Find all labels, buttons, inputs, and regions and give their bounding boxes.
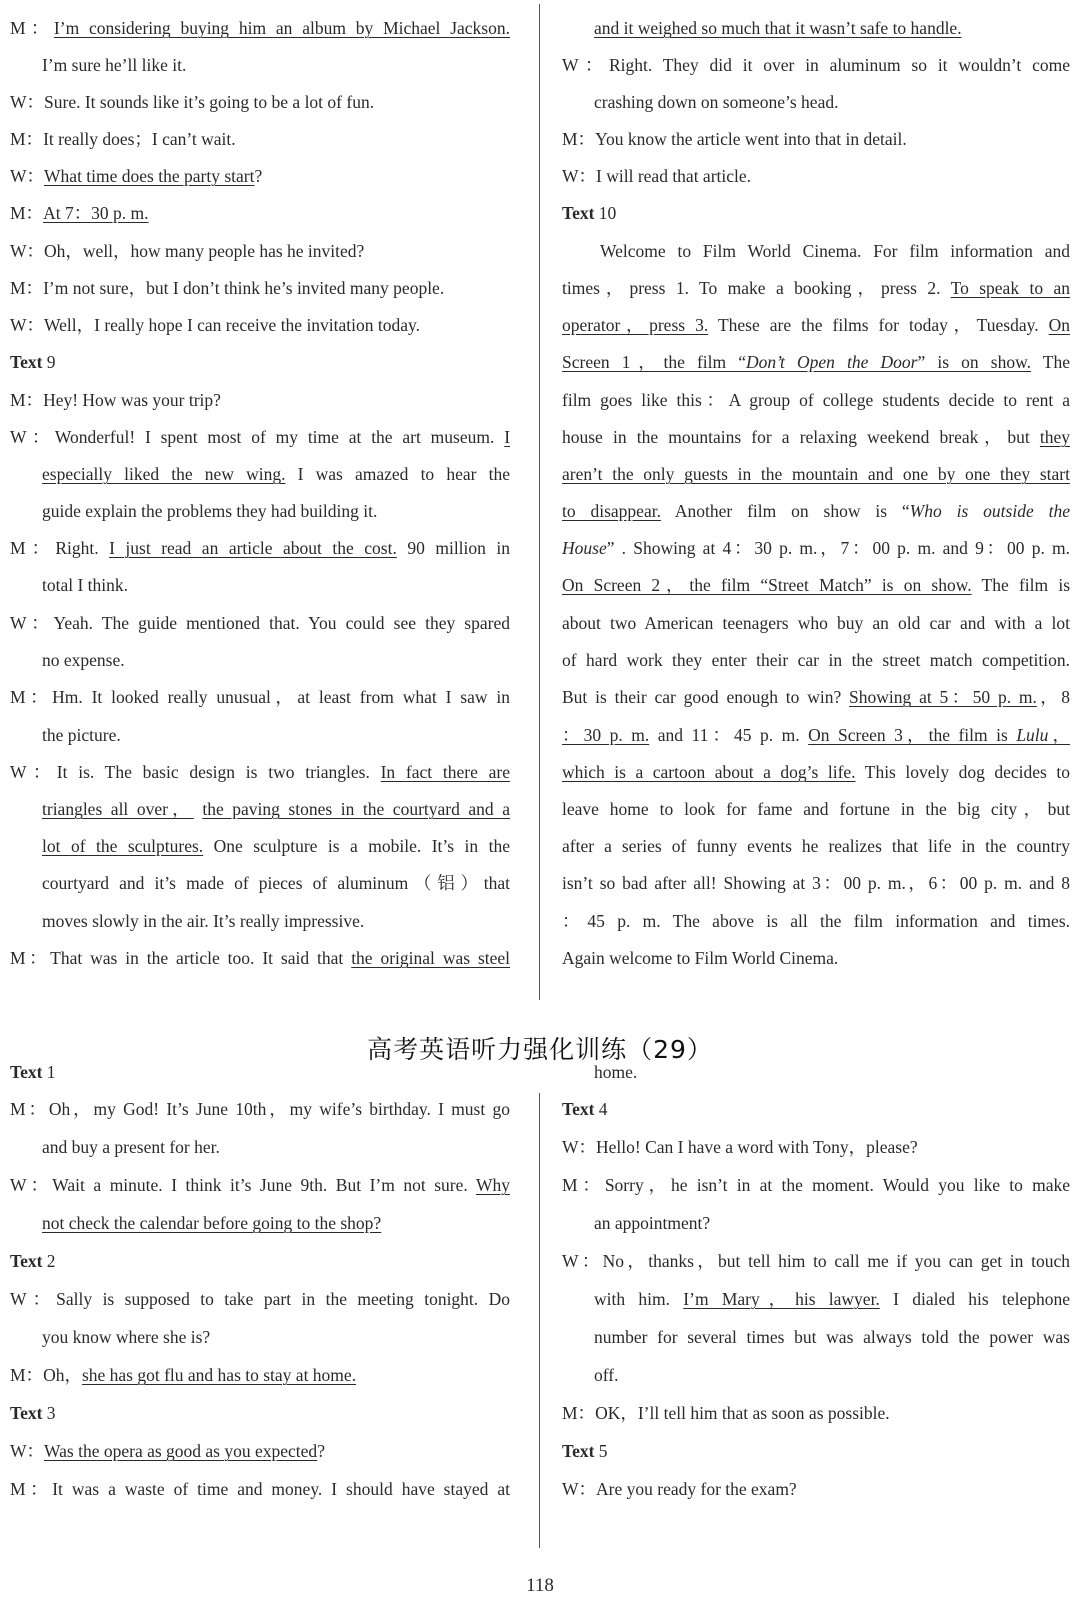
monologue-line: about two American teenagers who buy an old car and with a lot (562, 613, 1070, 633)
page-number: 118 (526, 1575, 554, 1596)
column-divider (539, 4, 540, 1000)
dialogue-line: M：It really does；I can’t wait. (10, 129, 236, 149)
dialogue-line: M：I’m not sure，but I don’t think he’s invited many people. (10, 278, 445, 298)
answer-underline: To speak to an (950, 278, 1070, 298)
answer-underline: and it weighed so much that it wasn’t safe to handle. (594, 18, 962, 38)
monologue-line: isn’t so bad after all! Showing at 3：00 p. m.，6：00 p. m. and 8 (562, 873, 1070, 893)
monologue-line: times，press 1. To make a booking，press 2. To speak to an (562, 278, 1070, 298)
dialogue-line: off. (594, 1365, 619, 1385)
dialogue-line: W：Wait a minute. I think it’s June 9th. But I’m not sure. Why (10, 1175, 510, 1195)
answer-underline: Why (475, 1175, 510, 1195)
answer-underline: What time does the party start (44, 166, 255, 186)
answer-underline: In fact there are (380, 762, 510, 782)
monologue-line: film goes like this：A group of college students decide to rent a (562, 390, 1070, 410)
dialogue-line: M：It was a waste of time and money. I should have stayed at (10, 1479, 510, 1499)
dialogue-line: M：Oh，she has got flu and has to stay at home. (10, 1365, 357, 1385)
dialogue-line: with him. I’m Mary，his lawyer. I dialed his telephone (594, 1289, 1071, 1309)
column-divider (539, 1093, 540, 1548)
dialogue-line: M：Hey! How was your trip? (10, 390, 221, 410)
dialogue-line: W：Sure. It sounds like it’s going to be a lot of fun. (10, 92, 375, 112)
monologue-line (562, 459, 1070, 489)
dialogue-line: W：Was the opera as good as you expected? (10, 1441, 325, 1461)
dialogue-line: number for several times but was always told the power was (594, 1327, 1070, 1347)
dialogue-line (594, 13, 1070, 43)
dialogue-line (42, 794, 510, 824)
answer-underline: On Screen 3，the film is Lulu， (808, 725, 1071, 745)
text-heading: Text 9 (10, 352, 56, 372)
dialogue-line: lot of the sculptures. One sculpture is a mobile. It’s in the (42, 836, 510, 856)
answer-underline: On (1048, 315, 1071, 335)
answer-underline: to disappear. (562, 501, 661, 521)
dialogue-line: W：It is. The basic design is two triangles. In fact there are (10, 762, 510, 782)
answer-underline: I (504, 427, 511, 447)
dialogue-line: guide explain the problems they had building it. (42, 501, 378, 521)
answer-underline: Screen 1，the film “Don’t Open the Door” is on show. (562, 352, 1031, 372)
answer-underline: operator，press 3. (562, 315, 709, 335)
dialogue-line: M：That was in the article too. It said that the original was steel (10, 948, 511, 968)
dialogue-line: M：Sorry，he isn’t in at the moment. Would you like to make (562, 1175, 1070, 1195)
text-heading: Text 4 (562, 1099, 608, 1119)
dialogue-line: no expense. (42, 650, 125, 670)
answer-underline: ：30 p. m. (562, 725, 650, 745)
dialogue-line: W：Oh，well，how many people has he invited? (10, 241, 365, 261)
monologue-line: Welcome to Film World Cinema. For film information and (600, 241, 1070, 261)
answer-underline: which is a cartoon about a dog’s life. (562, 762, 856, 782)
monologue-line: House” . Showing at 4：30 p. m.，7：00 p. m. and 9：00 p. m. (562, 538, 1070, 558)
dialogue-line: W：Well，I really hope I can receive the invitation today. (10, 315, 421, 335)
answer-underline: On Screen 2，the film “Street Match” is on show. (562, 575, 972, 595)
answer-underline: lot of the sculptures. (42, 836, 204, 856)
text-heading: Text 2 (10, 1251, 56, 1271)
answer-underline: especially liked the new wing. (42, 464, 286, 484)
section-title: 高考英语听力强化训练（29） (367, 1035, 713, 1064)
dialogue-line: M：At 7：30 p. m. (10, 203, 149, 223)
dialogue-line (42, 1208, 510, 1238)
monologue-line: after a series of funny events he realizes that life in the country (562, 836, 1070, 856)
text-heading: Text 10 (562, 203, 617, 223)
dialogue-line: W：Wonderful! I spent most of my time at the art museum. I (10, 427, 511, 447)
answer-underline: she has got flu and has to stay at home. (81, 1365, 357, 1385)
dialogue-line: the picture. (42, 725, 121, 745)
dialogue-line: M：Oh，my God! It’s June 10th，my wife’s birthday. I must go (10, 1099, 510, 1119)
dialogue-line: W：What time does the party start? (10, 166, 263, 186)
dialogue-line: W：Hello! Can I have a word with Tony，please? (562, 1137, 918, 1157)
dialogue-line: home. (594, 1062, 638, 1082)
dialogue-line: M：I’m considering buying him an album by Michael Jackson. (10, 18, 510, 38)
monologue-line: ：30 p. m. and 11：45 p. m. On Screen 3，the film is Lulu， (562, 725, 1071, 745)
dialogue-line: total I think. (42, 575, 129, 595)
dialogue-line: M：OK，I’ll tell him that as soon as possible. (562, 1403, 890, 1423)
dialogue-line: courtyard and it’s made of pieces of aluminum（铝）that (42, 873, 510, 893)
answer-underline: Was the opera as good as you expected (44, 1441, 318, 1461)
monologue-line: On Screen 2，the film “Street Match” is on show. The film is (562, 575, 1071, 595)
dialogue-line: M：You know the article went into that in detail. (562, 129, 907, 149)
monologue-line: leave home to look for fame and fortune in the big city，but (562, 799, 1070, 819)
answer-underline: Showing at 5：50 p. m. (849, 687, 1037, 707)
dialogue-line: W：Are you ready for the exam? (562, 1479, 797, 1499)
dialogue-line: W：Yeah. The guide mentioned that. You could see they spared (10, 613, 510, 633)
dialogue-line: moves slowly in the air. It’s really impressive. (42, 911, 365, 931)
dialogue-line: an appointment? (594, 1213, 711, 1233)
answer-underline: I just read an article about the cost. (109, 538, 397, 558)
monologue-line: which is a cartoon about a dog’s life. This lovely dog decides to (562, 762, 1070, 782)
dialogue-line: W：Right. They did it over in aluminum so it wouldn’t come (562, 55, 1070, 75)
answer-underline: the original was steel (351, 948, 511, 968)
monologue-line: operator，press 3. These are the films for today，Tuesday. On (562, 315, 1071, 335)
dialogue-line: especially liked the new wing. I was amazed to hear the (42, 464, 510, 484)
answer-underline: At 7：30 p. m. (43, 203, 149, 223)
dialogue-line: you know where she is? (42, 1327, 211, 1347)
monologue-line: Again welcome to Film World Cinema. (562, 948, 839, 968)
monologue-line: house in the mountains for a relaxing weekend break，but they (562, 427, 1071, 447)
dialogue-line: W：I will read that article. (562, 166, 752, 186)
dialogue-line: M：Right. I just read an article about the cost. 90 million in (10, 538, 511, 558)
answer-underline: triangles all over， (42, 799, 194, 819)
monologue-line: But is their car good enough to win? Showing at 5：50 p. m.，8 (562, 687, 1070, 707)
monologue-line: of hard work they enter their car in the street match competition. (562, 650, 1070, 670)
text-heading: Text 3 (10, 1403, 56, 1423)
answer-underline: not check the calendar before going to the shop? (42, 1213, 382, 1233)
answer-underline: the paving stones in the courtyard and a (202, 799, 510, 819)
monologue-line: ：45 p. m. The above is all the film information and times. (562, 911, 1070, 931)
dialogue-line: crashing down on someone’s head. (594, 92, 839, 112)
dialogue-line: W：Sally is supposed to take part in the meeting tonight. Do (10, 1289, 510, 1309)
answer-underline: I’m considering buying him an album by Michael Jackson. (53, 18, 510, 38)
text-heading: Text 5 (562, 1441, 608, 1461)
answer-underline: aren’t the only guests in the mountain and one by one they start (562, 464, 1070, 484)
answer-underline: I’m Mary，his lawyer. (683, 1289, 880, 1309)
answer-underline: they (1039, 427, 1071, 447)
text-heading: Text 1 (10, 1062, 56, 1082)
dialogue-line: W：No，thanks，but tell him to call me if you can get in touch (562, 1251, 1070, 1271)
dialogue-line: and buy a present for her. (42, 1137, 220, 1157)
dialogue-line: I’m sure he’ll like it. (42, 55, 187, 75)
monologue-line: Screen 1，the film “Don’t Open the Door” is on show. The (562, 352, 1070, 372)
dialogue-line: M：Hm. It looked really unusual，at least from what I saw in (10, 687, 511, 707)
monologue-line: to disappear. Another film on show is “Who is outside the (562, 501, 1070, 521)
